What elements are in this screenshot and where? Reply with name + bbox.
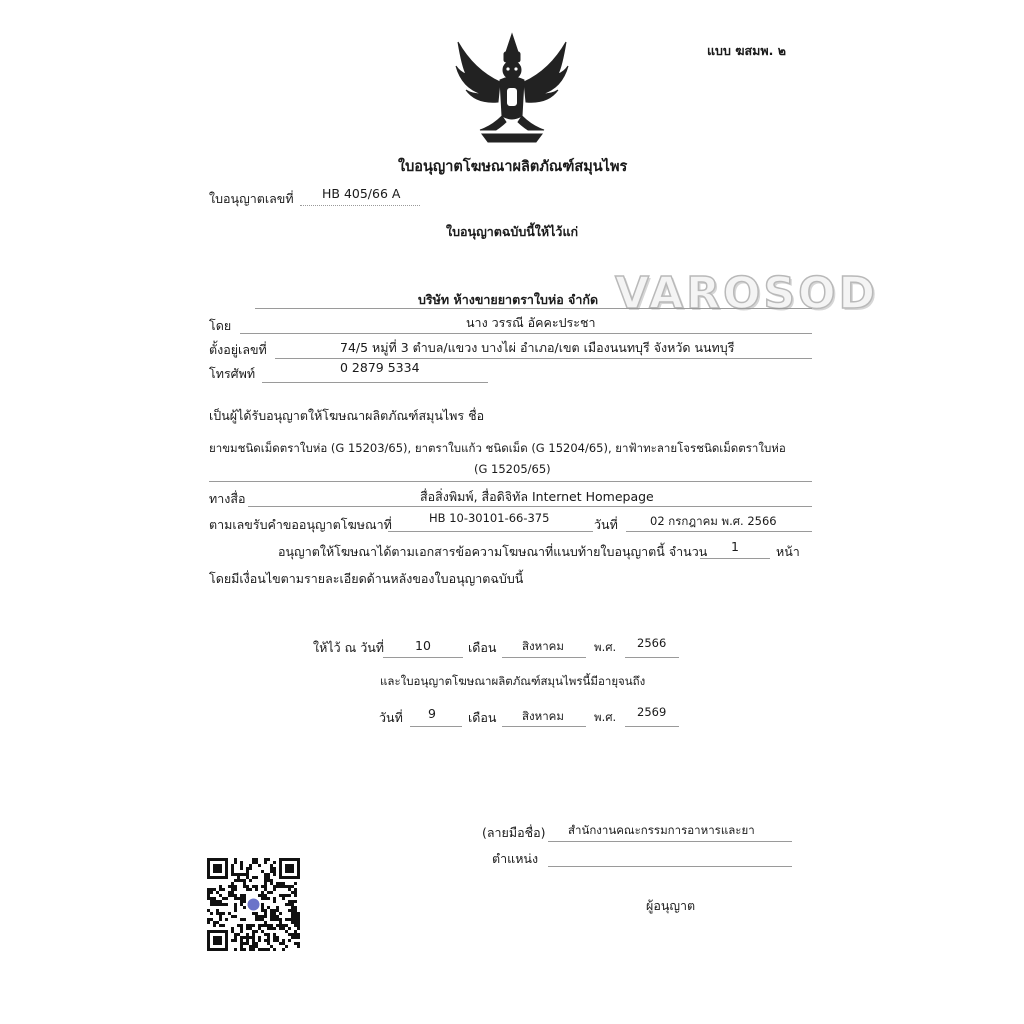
media-line	[248, 506, 812, 507]
issued-day-line	[383, 657, 463, 658]
watermark: VAROSOD	[615, 268, 879, 319]
qr-code-icon	[207, 858, 300, 951]
issued-day: 10	[415, 638, 431, 653]
request-no: HB 10-30101-66-375	[429, 511, 550, 525]
by-name: นาง วรรณี อัคคะประชา	[466, 315, 596, 330]
signature-line	[548, 841, 792, 842]
license-no-line	[300, 205, 420, 206]
expiry-month-label: เดือน	[468, 710, 497, 725]
approval-text: อนุญาตให้โฆษณาได้ตามเอกสารข้อความโฆษณาที่แนบท้ายใบอนุญาตนี้ จำนวน	[278, 544, 708, 559]
phone-line	[262, 382, 488, 383]
address-label: ตั้งอยู่เลขที่	[209, 342, 267, 357]
expiry-month-line	[502, 726, 586, 727]
request-date-line	[626, 531, 812, 532]
issued-year-label: พ.ศ.	[594, 640, 617, 654]
licensor-label: ผู้อนุญาต	[646, 898, 696, 913]
expiry-year-label: พ.ศ.	[594, 710, 617, 724]
garuda-emblem-icon	[452, 30, 572, 148]
products-line-2: (G 15205/65)	[474, 462, 551, 476]
expiry-day: 9	[428, 706, 436, 721]
phone-label: โทรศัพท์	[209, 366, 256, 381]
expiry-label: วันที่	[379, 710, 403, 725]
granted-to-heading: ใบอนุญาตฉบับนี้ให้ไว้แก่	[446, 224, 579, 239]
page-count: 1	[731, 539, 739, 554]
by-line	[240, 333, 812, 334]
signature-value: สำนักงานคณะกรรมการอาหารและยา	[568, 823, 755, 837]
issued-label: ให้ไว้ ณ วันที่	[313, 640, 384, 655]
page-count-line	[700, 558, 770, 559]
address-value: 74/5 หมู่ที่ 3 ตำบล/แขวง บางไผ่ อำเภอ/เขต เมืองนนทบุรี จังหวัด นนทบุรี	[340, 340, 735, 355]
form-code: แบบ ฆสมพ. ๒	[707, 43, 787, 58]
issued-year: 2566	[637, 636, 667, 650]
position-line	[548, 866, 792, 867]
issued-month-label: เดือน	[468, 640, 497, 655]
licensee-statement: เป็นผู้ได้รับอนุญาตให้โฆษณาผลิตภัณฑ์สมุนไพร ชื่อ	[209, 408, 485, 423]
media-value: สื่อสิ่งพิมพ์, สื่อดิจิทัล Internet Homepage	[420, 489, 654, 504]
page-title: ใบอนุญาตโฆษณาผลิตภัณฑ์สมุนไพร	[398, 159, 628, 175]
request-label: ตามเลขรับคำขออนุญาตโฆษณาที่	[209, 517, 392, 532]
company-name: บริษัท ห้างขายยาตราใบห่อ จำกัด	[418, 292, 599, 307]
request-date: 02 กรกฎาคม พ.ศ. 2566	[650, 514, 777, 528]
request-no-line	[388, 531, 593, 532]
phone-value: 0 2879 5334	[340, 360, 420, 375]
address-line	[275, 358, 812, 359]
expiry-day-line	[410, 726, 462, 727]
expiry-year: 2569	[637, 705, 667, 719]
request-date-label: วันที่	[594, 517, 618, 532]
products-line-1: ยาขมชนิดเม็ดตราใบห่อ (G 15203/65), ยาตราใบแก้ว ชนิดเม็ด (G 15204/65), ยาฟ้าทะลายโจรชนิดเม็ดตราใบห่อ	[209, 441, 786, 455]
issued-month-line	[502, 657, 586, 658]
page-unit: หน้า	[776, 544, 800, 559]
expiry-year-line	[625, 726, 679, 727]
validity-text: และใบอนุญาตโฆษณาผลิตภัณฑ์สมุนไพรนี้มีอายุจนถึง	[380, 674, 646, 688]
license-no-value: HB 405/66 A	[322, 186, 401, 201]
company-line	[255, 308, 812, 309]
issued-year-line	[625, 657, 679, 658]
products-line	[209, 481, 812, 482]
expiry-month: สิงหาคม	[522, 709, 564, 723]
position-label: ตำแหน่ง	[492, 851, 539, 866]
media-label: ทางสื่อ	[209, 491, 246, 506]
by-label: โดย	[209, 318, 232, 333]
signature-label: (ลายมือชื่อ)	[482, 825, 546, 840]
issued-month: สิงหาคม	[522, 639, 564, 653]
license-no-label: ใบอนุญาตเลขที่	[209, 191, 294, 206]
conditions-text: โดยมีเงื่อนไขตามรายละเอียดด้านหลังของใบอนุญาตฉบับนี้	[209, 571, 524, 586]
